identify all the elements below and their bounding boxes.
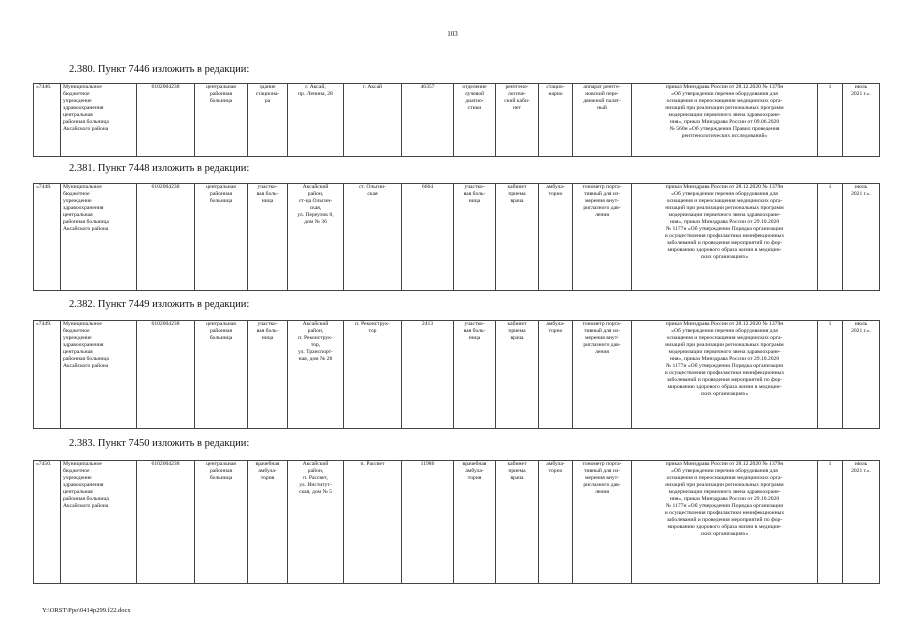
building-type: врачебная амбула- тория <box>255 461 280 481</box>
address: Аксайский район, п. Рассвет, ул. Институт- ская, дом № 5 <box>299 461 332 495</box>
section-heading-7448: 2.381. Пункт 7448 изложить в редакции: <box>69 163 250 174</box>
population: 2413 <box>421 321 434 327</box>
inn-value: 6102004238 <box>151 461 180 467</box>
table-row <box>34 184 880 291</box>
deadline: июль 2021 г.». <box>851 184 871 197</box>
care-mode: амбула- торно <box>546 321 565 334</box>
deadline: июль 2021 г.». <box>851 321 871 334</box>
record-table-7446 <box>33 83 880 157</box>
address: Аксайский район, п. Реконструк- тор, ул. Транспорт- ная, дом № 28 <box>298 321 333 362</box>
settlement: ст. Ольгин- ская <box>359 184 386 197</box>
record-table-7450 <box>33 460 880 584</box>
quantity: 1 <box>828 184 832 190</box>
organization-name: Муниципальное бюджетное учреждение здравоохранения центральная районная больница Аксайского района <box>63 461 109 509</box>
care-mode: стацио- нарно <box>546 84 565 97</box>
address: Аксайский район, ст-ца Ольгин- ская, ул. Переулок 8, дом № 36 <box>297 184 334 225</box>
row-number: «7446. <box>36 84 52 90</box>
table-row <box>34 321 880 429</box>
equipment: тонометр порта- тивный для из- мерения внут- риглазного дав- ления <box>582 321 622 355</box>
file-path-footer: Y:\ORST\Ppo\0414p299.f22.docx <box>42 607 131 614</box>
room-type: рентгено- логиче- ский каби- нет <box>504 84 530 111</box>
legal-basis: приказ Минздрава России от 28.12.2020 № 1379н «Об утверждении перечня оборудования для оснащения и переоснащения медицинских орга- низаций при реализации региональных программ модернизации первичного звена здравоохране- ния», приказ Минздрава России от 29.10.2020 № 1177н «Об утверждении Порядка организации и осуществления профилактики неинфекционных заболеваний и проведения мероприятий по фор- мированию здорового образа жизни в медицин- ских организациях» <box>664 321 785 397</box>
page-number: 103 <box>447 30 458 38</box>
settlement: п. Реконструк- тор <box>355 321 390 334</box>
deadline: июль 2021 г.». <box>851 84 871 97</box>
organization-name: Муниципальное бюджетное учреждение здравоохранения центральная районная больница Аксайского района <box>63 321 109 369</box>
department: участко- вая боль- ница <box>463 321 486 341</box>
settlement: п. Рассвет <box>360 461 385 467</box>
organization-name: Муниципальное бюджетное учреждение здравоохранения центральная районная больница Аксайского района <box>63 84 109 132</box>
quantity: 1 <box>828 321 832 327</box>
address: г. Аксай, пр. Ленина, 28 <box>298 84 333 97</box>
room-type: кабинет приема врача <box>507 461 527 481</box>
inn-value: 6102004238 <box>151 321 180 327</box>
care-mode: амбула- торно <box>546 461 565 474</box>
equipment: тонометр порта- тивный для из- мерения внут- риглазного дав- ления <box>582 184 622 218</box>
department: отделение лучевой диагно- стики <box>462 84 487 111</box>
room-type: кабинет приема врача <box>507 321 527 341</box>
inn-value: 6102004238 <box>151 84 180 90</box>
section-heading-7446: 2.380. Пункт 7446 изложить в редакции: <box>69 64 250 75</box>
organization-type: центральная районная больница <box>206 321 236 341</box>
building-type: здание стациона- ра <box>255 84 280 104</box>
record-table-7448 <box>33 183 880 291</box>
quantity: 1 <box>828 84 832 90</box>
building-type: участко- вая боль- ница <box>256 184 279 204</box>
table-row <box>34 461 880 584</box>
room-type: кабинет приема врача <box>507 184 527 204</box>
population: 6664 <box>421 184 434 190</box>
population: 46357 <box>420 84 435 90</box>
organization-type: центральная районная больница <box>206 461 236 481</box>
settlement: г. Аксай <box>362 84 383 90</box>
record-table-7449 <box>33 320 880 429</box>
inn-value: 6102004238 <box>151 184 180 190</box>
legal-basis: приказ Минздрава России от 28.12.2020 № 1379н «Об утверждении перечня оборудования для оснащения и переоснащения медицинских орга- низаций при реализации региональных программ модернизации первичного звена здравоохране- ния», приказ Минздрава России от 29.10.2020 № 1177н «Об утверждении Порядка организации и осуществления профилактики неинфекционных заболеваний и проведения мероприятий по фор- мированию здорового образа жизни в медицин- ских организациях» <box>664 461 785 537</box>
section-heading-7450: 2.383. Пункт 7450 изложить в редакции: <box>69 438 250 449</box>
organization-type: центральная районная больница <box>206 84 236 104</box>
department: врачебная амбула- тория <box>462 461 487 481</box>
legal-basis: приказ Минздрава России от 28.12.2020 № 1379н «Об утверждении перечня оборудования для оснащения и переоснащения медицинских орга- низаций при реализации региональных программ модернизации первичного звена здравоохране- ния», приказ Минздрава России от 09.06.2020 № 560н «Об утверждении Правил проведения рентгенологических исследований» <box>665 84 784 139</box>
care-mode: амбула- торно <box>546 184 565 197</box>
organization-name: Муниципальное бюджетное учреждение здравоохранения центральная районная больница Аксайского района <box>63 184 109 232</box>
equipment: аппарат рентге- новский пере- движной палат- ный <box>583 84 621 111</box>
population: 11986 <box>420 461 435 467</box>
legal-basis: приказ Минздрава России от 28.12.2020 № 1379н «Об утверждении перечня оборудования для оснащения и переоснащения медицинских орга- низаций при реализации региональных программ модернизации первичного звена здравоохране- ния», приказ Минздрава России от 29.10.2020 № 1177н «Об утверждении Порядка организации и осуществления профилактики неинфекционных заболеваний и проведения мероприятий по фор- мированию здорового образа жизни в медицин- ских организациях» <box>664 184 785 260</box>
building-type: участко- вая боль- ница <box>256 321 279 341</box>
row-number: «7450. <box>36 461 52 467</box>
row-number: «7448. <box>36 184 52 190</box>
quantity: 1 <box>828 461 832 467</box>
deadline: июль 2021 г.». <box>851 461 871 474</box>
organization-type: центральная районная больница <box>206 184 236 204</box>
section-heading-7449: 2.382. Пункт 7449 изложить в редакции: <box>69 299 250 310</box>
row-number: «7449. <box>36 321 52 327</box>
table-row <box>34 84 880 157</box>
department: участко- вая боль- ница <box>463 184 486 204</box>
equipment: тонометр порта- тивный для из- мерения внут- риглазного дав- ления <box>582 461 622 495</box>
